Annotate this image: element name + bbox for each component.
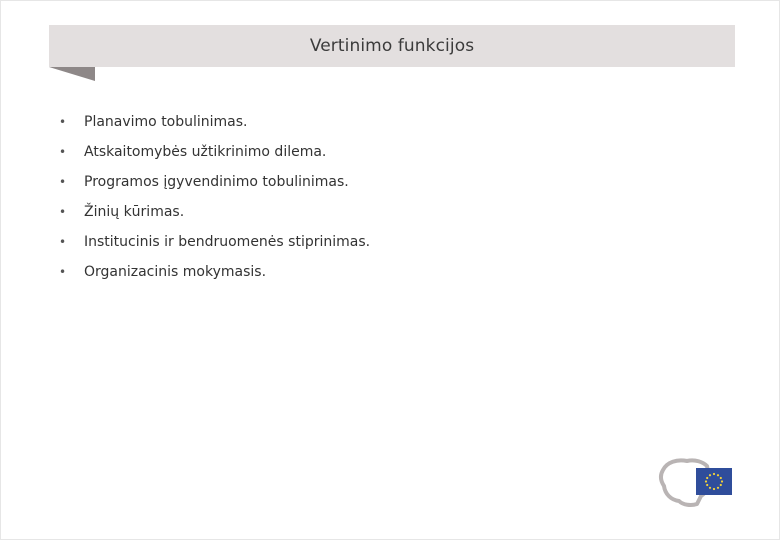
eu-flag-icon (696, 468, 732, 495)
bullet-icon: • (59, 175, 67, 189)
lithuania-eu-logo (657, 456, 737, 510)
list-item (59, 107, 370, 137)
bullet-icon: • (59, 205, 67, 219)
list-item (59, 167, 370, 197)
bullet-text: Organizacinis mokymasis. (84, 264, 267, 280)
title-bar (49, 25, 735, 67)
bullet-icon: • (59, 265, 67, 279)
bullet-list (59, 107, 370, 287)
bullet-text: Programos įgyvendinimo tobulinimas. (84, 174, 349, 190)
bullet-text: Atskaitomybės užtikrinimo dilema. (84, 144, 327, 160)
bullet-text: Planavimo tobulinimas. (84, 114, 248, 130)
bullet-text: Žinių kūrimas. (84, 204, 185, 220)
list-item (59, 137, 370, 167)
list-item (59, 227, 370, 257)
list-item (59, 197, 370, 227)
title-bar-tab-decoration (49, 67, 97, 83)
bullet-text: Institucinis ir bendruomenės stiprinimas. (84, 234, 371, 250)
slide-title: Vertinimo funkcijos (309, 36, 475, 56)
bullet-icon: • (59, 235, 67, 249)
list-item (59, 257, 370, 287)
bullet-icon: • (59, 145, 67, 159)
bullet-icon: • (59, 115, 67, 129)
